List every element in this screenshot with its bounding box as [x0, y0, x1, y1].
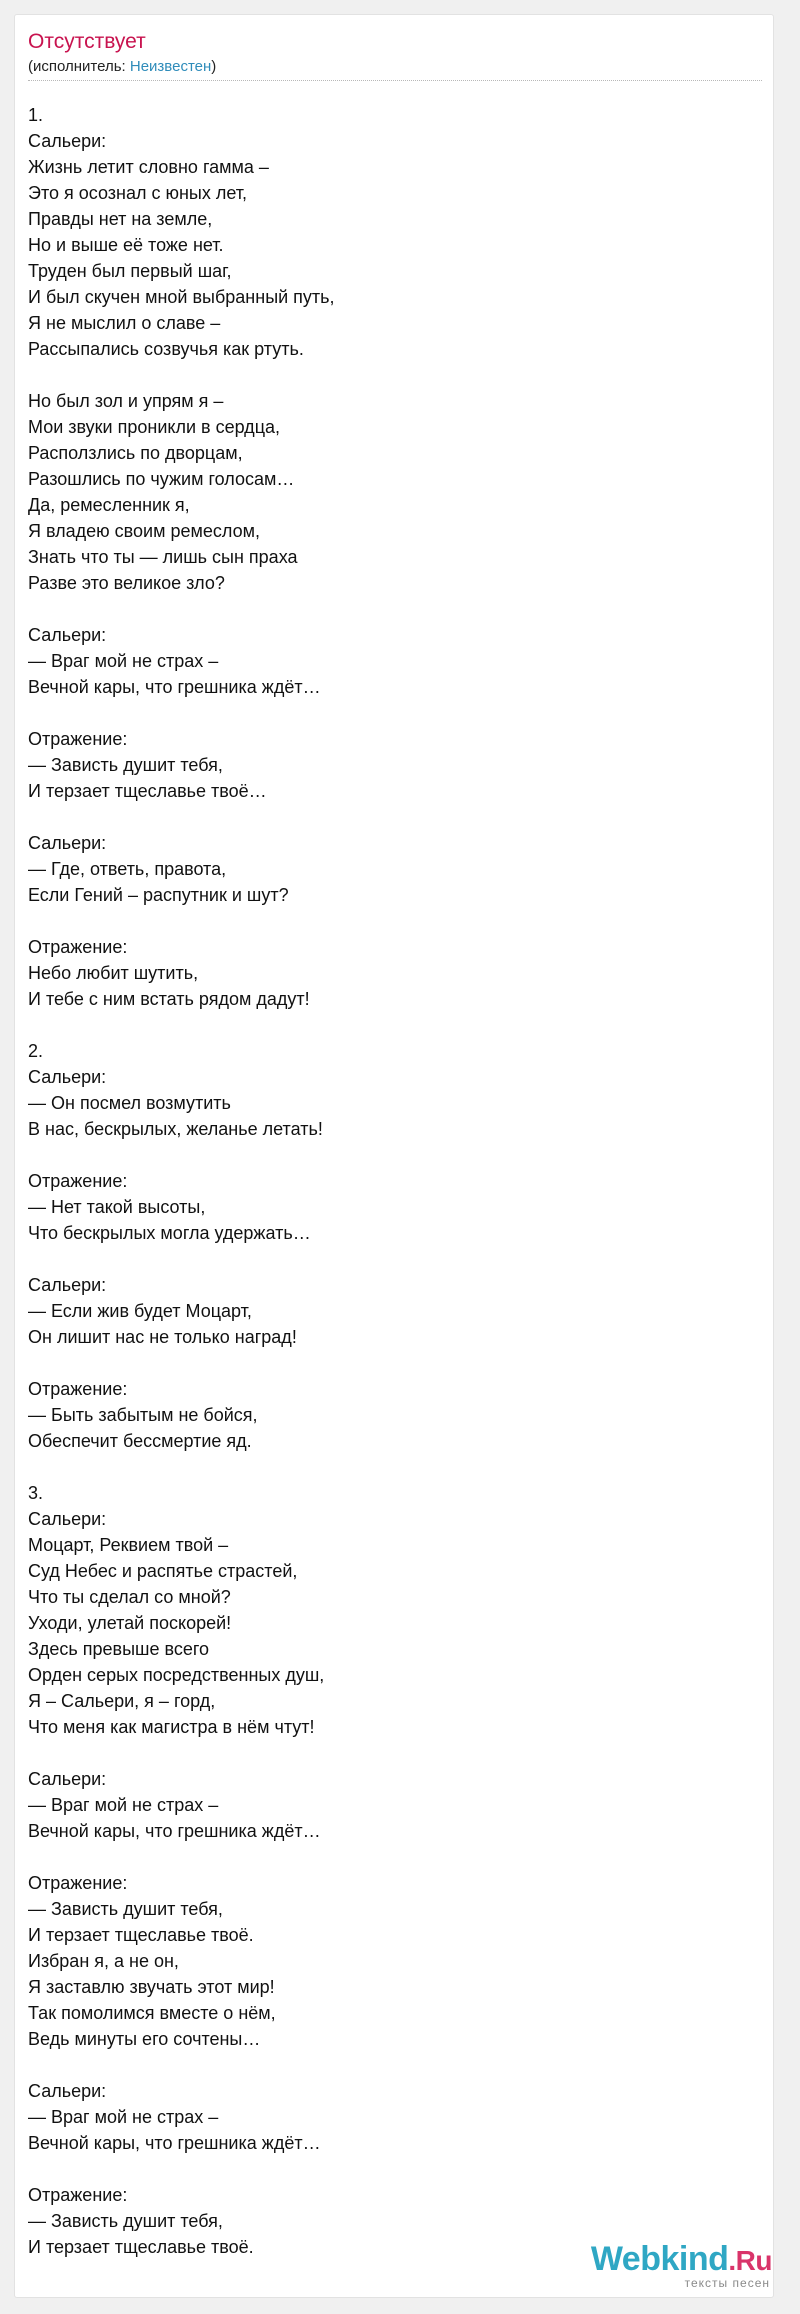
lyric-blank-line — [28, 2156, 768, 2182]
lyric-line: — Враг мой не страх – — [28, 2107, 219, 2127]
lyric-line: И терзает тщеславье твоё… — [28, 781, 267, 801]
divider — [28, 80, 762, 81]
lyric-blank-line — [28, 804, 768, 830]
lyric-line: Жизнь летит словно гамма – — [28, 157, 269, 177]
lyric-line: Вечной кары, что грешника ждёт… — [28, 677, 321, 697]
lyric-blank-line — [28, 1454, 768, 1480]
lyric-line: Вечной кары, что грешника ждёт… — [28, 2133, 321, 2153]
lyric-blank-line — [28, 1350, 768, 1376]
lyric-line: — Быть забытым не бойся, — [28, 1405, 258, 1425]
lyric-line: Это я осознал с юных лет, — [28, 183, 248, 203]
logo-ru: .Ru — [728, 2245, 772, 2276]
lyric-blank-line — [28, 1740, 768, 1766]
lyric-line: Избран я, а не он, — [28, 1951, 179, 1971]
lyric-line: — Он посмел возмутить — [28, 1093, 231, 1113]
lyric-line: Отражение: — [28, 729, 128, 749]
lyric-line: Здесь превыше всего — [28, 1639, 210, 1659]
lyric-blank-line — [28, 1844, 768, 1870]
lyric-line: Правды нет на земле, — [28, 209, 213, 229]
lyric-line: — Зависть душит тебя, — [28, 2211, 223, 2231]
lyric-line: Отражение: — [28, 1379, 128, 1399]
lyric-line: Но и выше её тоже нет. — [28, 235, 224, 255]
lyric-line: Сальери: — [28, 1509, 107, 1529]
lyric-line: Сальери: — [28, 1769, 107, 1789]
lyric-line: Я не мыслил о славе – — [28, 313, 221, 333]
lyric-line: Сальери: — [28, 833, 107, 853]
lyric-blank-line — [28, 596, 768, 622]
artist-link[interactable]: Неизвестен — [129, 58, 212, 75]
lyric-blank-line — [28, 1142, 768, 1168]
lyric-line: В нас, бескрылых, желанье летать! — [28, 1119, 323, 1139]
lyric-line: Труден был первый шаг, — [28, 261, 232, 281]
lyric-line: — Нет такой высоты, — [28, 1197, 206, 1217]
lyric-line: Сальери: — [28, 131, 107, 151]
lyric-line: Да, ремесленник я, — [28, 495, 190, 515]
lyric-line: Суд Небес и распятье страстей, — [28, 1561, 298, 1581]
lyric-line: И терзает тщеславье твоё. — [28, 2237, 254, 2257]
lyric-line: Так помолимся вместе о нём, — [28, 2003, 276, 2023]
lyric-line: Сальери: — [28, 1067, 107, 1087]
lyric-line: Обеспечит бессмертие яд. — [28, 1431, 252, 1451]
lyric-blank-line — [28, 1012, 768, 1038]
lyric-line: Отражение: — [28, 2185, 128, 2205]
lyric-line: Отражение: — [28, 937, 128, 957]
lyric-blank-line — [28, 2052, 768, 2078]
lyrics-block — [28, 102, 768, 2260]
lyric-blank-line — [28, 908, 768, 934]
site-logo[interactable] — [591, 2242, 772, 2290]
lyric-line: И был скучен мной выбранный путь, — [28, 287, 335, 307]
lyric-line: Расползлись по дворцам, — [28, 443, 243, 463]
lyric-line: Ведь минуты его сочтены… — [28, 2029, 261, 2049]
logo-tagline: тексты песен — [684, 2276, 770, 2290]
lyric-line: И тебе с ним встать рядом дадут! — [28, 989, 310, 1009]
lyric-line: Вечной кары, что грешника ждёт… — [28, 1821, 321, 1841]
lyric-line: Небо любит шутить, — [28, 963, 199, 983]
lyric-line: Что бескрылых могла удержать… — [28, 1223, 311, 1243]
lyric-line: Моцарт, Реквием твой – — [28, 1535, 229, 1555]
lyric-line: Что ты сделал со мной? — [28, 1587, 231, 1607]
lyric-blank-line — [28, 362, 768, 388]
lyric-line: Разве это великое зло? — [28, 573, 225, 593]
lyric-line: Рассыпались созвучья как ртуть. — [28, 339, 304, 359]
lyric-line: Сальери: — [28, 1275, 107, 1295]
lyric-line: Но был зол и упрям я – — [28, 391, 224, 411]
lyric-line: Я заставлю звучать этот мир! — [28, 1977, 275, 1997]
lyric-line: 1. — [28, 105, 44, 125]
logo-wordmark — [591, 2242, 772, 2278]
lyric-line: Он лишит нас не только наград! — [28, 1327, 297, 1347]
lyric-line: — Если жив будет Моцарт, — [28, 1301, 252, 1321]
lyric-blank-line — [28, 700, 768, 726]
song-title: Отсутствует — [28, 30, 146, 53]
lyric-line: — Враг мой не страх – — [28, 1795, 219, 1815]
logo-kind: kind — [660, 2240, 729, 2278]
lyric-line: — Зависть душит тебя, — [28, 755, 223, 775]
artist-line — [28, 58, 216, 75]
lyric-line: — Враг мой не страх – — [28, 651, 219, 671]
lyric-line: Сальери: — [28, 2081, 107, 2101]
lyric-blank-line — [28, 1246, 768, 1272]
lyric-line: Сальери: — [28, 625, 107, 645]
lyric-line: Орден серых посредственных душ, — [28, 1665, 325, 1685]
lyric-line: Мои звуки проникли в сердца, — [28, 417, 281, 437]
lyric-line: Если Гений – распутник и шут? — [28, 885, 289, 905]
lyric-line: Знать что ты — лишь сын праха — [28, 547, 298, 567]
logo-web: Web — [590, 2240, 661, 2278]
artist-suffix: ) — [211, 58, 217, 75]
lyric-line: Разошлись по чужим голосам… — [28, 469, 295, 489]
lyric-line: Я – Сальери, я – горд, — [28, 1691, 216, 1711]
lyric-line: Отражение: — [28, 1171, 128, 1191]
lyric-line: Что меня как магистра в нём чтут! — [28, 1717, 315, 1737]
lyric-line: И терзает тщеславье твоё. — [28, 1925, 254, 1945]
lyric-line: Отражение: — [28, 1873, 128, 1893]
lyric-line: — Где, ответь, правота, — [28, 859, 227, 879]
lyric-line: 2. — [28, 1041, 44, 1061]
lyric-line: 3. — [28, 1483, 44, 1503]
lyric-line: Я владею своим ремеслом, — [28, 521, 260, 541]
lyric-line: Уходи, улетай поскорей! — [28, 1613, 232, 1633]
lyric-line: — Зависть душит тебя, — [28, 1899, 223, 1919]
artist-prefix: (исполнитель: — [28, 58, 130, 75]
